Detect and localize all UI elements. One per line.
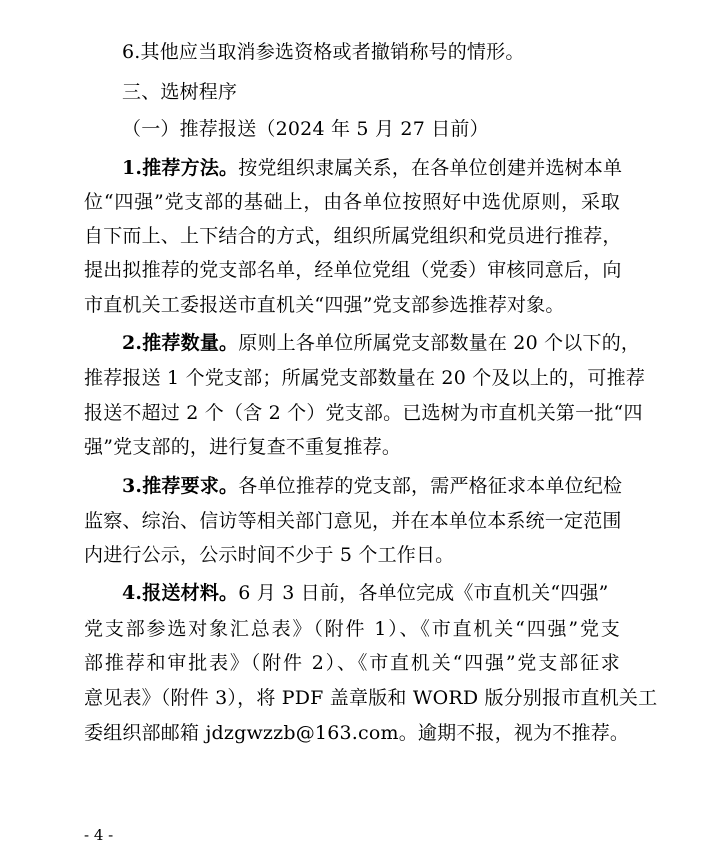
paragraph-2-text: 原则上各单位所属党支部数量在 20 个以下的，	[238, 332, 641, 354]
paragraph-2-line-3: 报送不超过 2 个（含 2 个）党支部。已选树为市直机关第一批“四	[84, 402, 643, 424]
paragraph-2-first-line	[122, 331, 640, 355]
paragraph-4-line-2: 党支部参选对象汇总表》（附件 1）、《市直机关“四强”党支	[84, 618, 620, 640]
paragraph-4-text: 6 月 3 日前，各单位完成《市直机关“四强”	[238, 582, 609, 604]
paragraph-3-text: 各单位推荐的党支部，需严格征求本单位纪检	[238, 475, 623, 497]
paragraph-1-text: 按党组织隶属关系，在各单位创建并选树本单	[238, 157, 623, 179]
paragraph-2-line-4: 强”党支部的，进行复查不重复推荐。	[84, 436, 402, 458]
paragraph-4-line-3: 部推荐和审批表》（附件 2）、《市直机关“四强”党支部征求	[84, 652, 620, 674]
paragraph-3-line-3: 内进行公示，公示时间不少于 5 个工作日。	[84, 544, 455, 566]
paragraph-2-title: 2.推荐数量。	[122, 332, 239, 354]
paragraph-1-line-4: 提出拟推荐的党支部名单，经单位党组（党委）审核同意后，向	[84, 259, 622, 281]
paragraph-2-line-2: 推荐报送 1 个党支部；所属党支部数量在 20 个及以上的，可推荐	[84, 367, 646, 389]
section-heading-3: 三、选树程序	[122, 81, 238, 103]
paragraph-1-line-2: 位“四强”党支部的基础上，由各单位按照好中选优原则，采取	[84, 191, 620, 213]
paragraph-3-line-2: 监察、综治、信访等相关部门意见，并在本单位本系统一定范围	[84, 510, 622, 532]
paragraph-1-title: 1.推荐方法。	[122, 157, 239, 179]
paragraph-4-line-4: 意见表》（附件 3），将 PDF 盖章版和 WORD 版分别报市直机关工	[84, 687, 658, 709]
paragraph-item-6: 6.其他应当取消参选资格或者撤销称号的情形。	[122, 41, 525, 63]
page-number: - 4 -	[84, 826, 114, 844]
paragraph-1-first-line	[122, 156, 622, 180]
paragraph-3-title: 3.推荐要求。	[122, 475, 239, 497]
paragraph-1-line-3: 自下而上、上下结合的方式，组织所属党组织和党员进行推荐，	[84, 225, 622, 247]
paragraph-3-first-line	[122, 474, 622, 498]
paragraph-4-first-line	[122, 581, 609, 605]
paragraph-4-line-5: 委组织部邮箱 jdzgwzzb@163.com。逾期不报，视为不推荐。	[84, 722, 630, 744]
subsection-heading-1: （一）推荐报送（2024 年 5 月 27 日前）	[122, 118, 489, 140]
paragraph-1-line-5: 市直机关工委报送市直机关“四强”党支部参选推荐对象。	[84, 294, 565, 316]
paragraph-4-title: 4.报送材料。	[122, 582, 239, 604]
